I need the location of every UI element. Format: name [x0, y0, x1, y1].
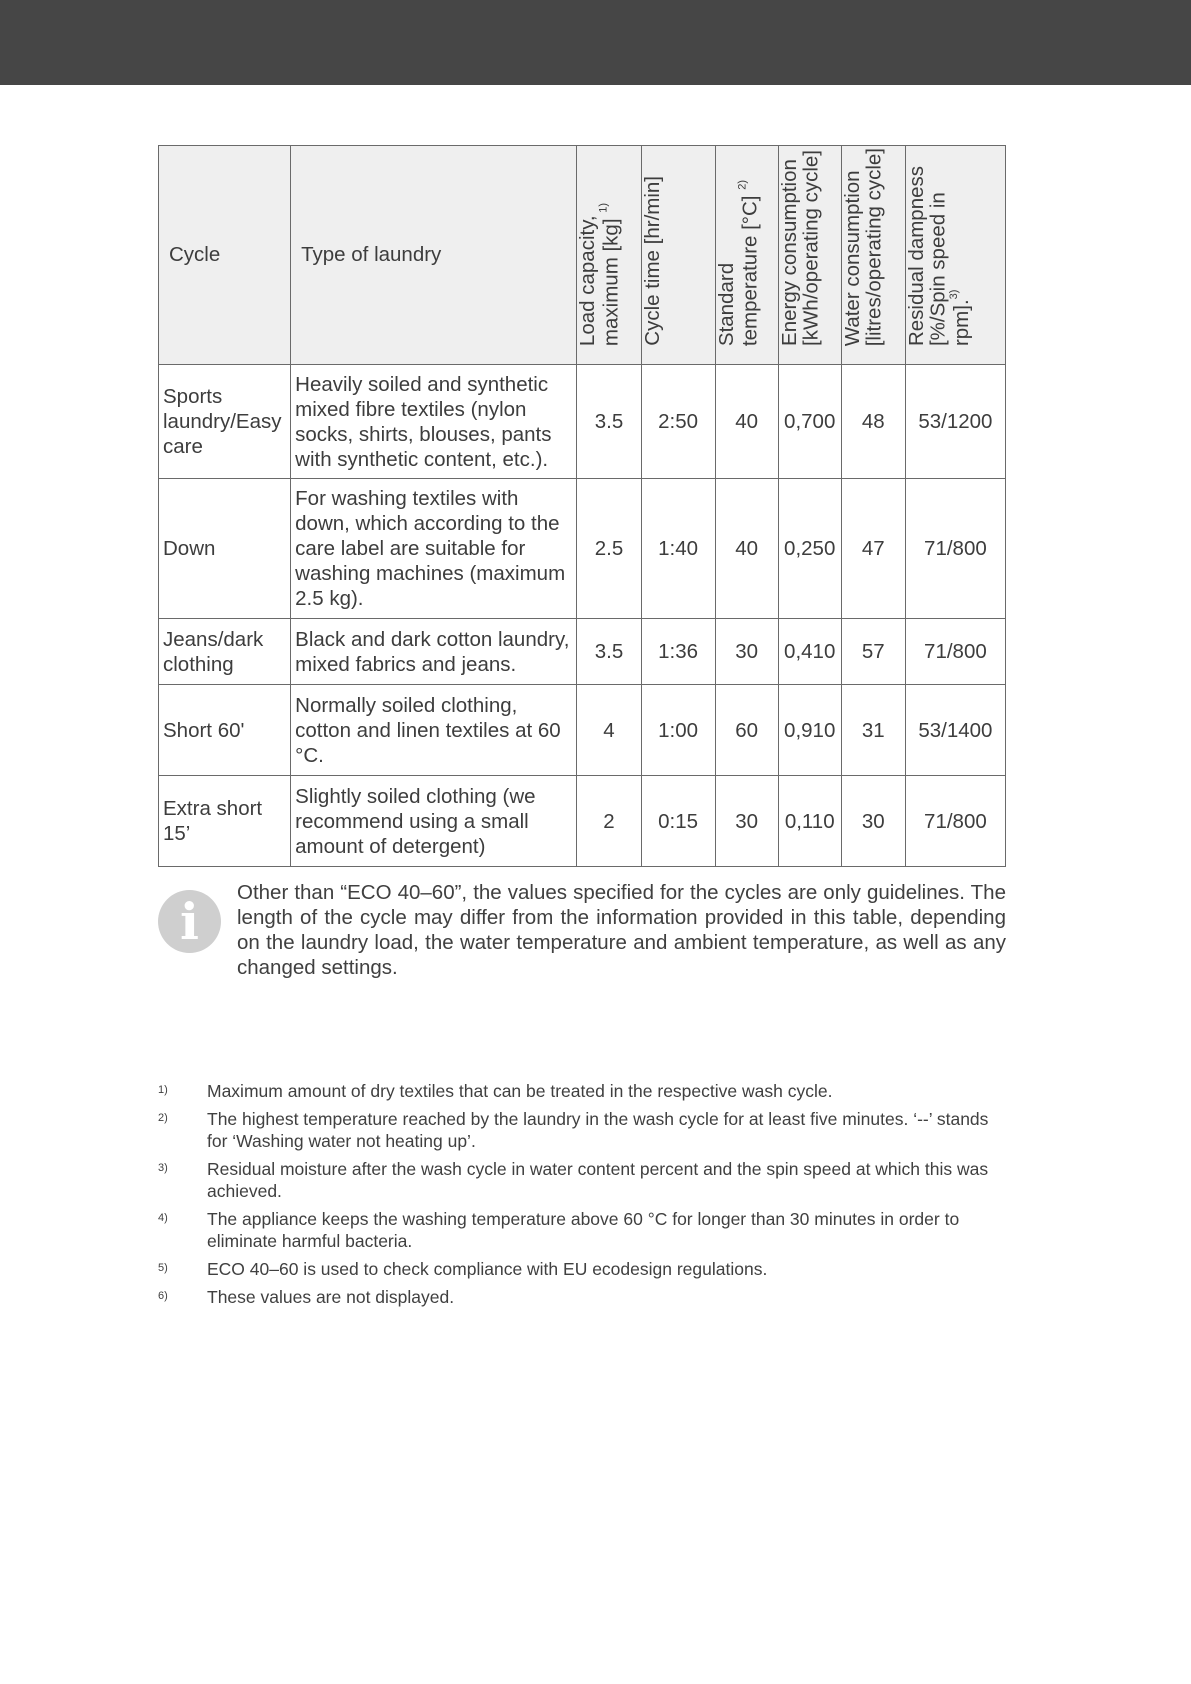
- cell-load: 3.5: [577, 619, 641, 685]
- footnote-number: 2): [158, 1112, 168, 1124]
- cell-cycle: Sports laundry/Easy care: [159, 365, 291, 479]
- cell-water: 31: [841, 685, 905, 776]
- cell-time: 1:36: [641, 619, 715, 685]
- cell-water: 47: [841, 479, 905, 619]
- footnote-number: 5): [158, 1262, 168, 1274]
- footnote-number: 6): [158, 1290, 168, 1302]
- cell-load: 3.5: [577, 365, 641, 479]
- cell-temperature: 60: [715, 685, 778, 776]
- cell-laundry: Slightly soiled clothing (we recommend using a small amount of detergent): [291, 776, 577, 867]
- header-water: Water consumption [litres/operating cycle]: [841, 146, 905, 365]
- info-icon: i: [158, 890, 221, 953]
- cell-load: 2.5: [577, 479, 641, 619]
- footnote-text: The appliance keeps the washing temperature above 60 °C for longer than 30 minutes in order to eliminate harmful bacteria.: [207, 1209, 960, 1251]
- cell-dampness: 53/1400: [905, 685, 1005, 776]
- cell-dampness: 53/1200: [905, 365, 1005, 479]
- footnote-item: [158, 1286, 1008, 1308]
- header-cycle: Cycle: [159, 146, 291, 365]
- cell-time: 0:15: [641, 776, 715, 867]
- footnote-item: [158, 1080, 1008, 1102]
- table-row: [159, 776, 1006, 867]
- cell-cycle: Down: [159, 479, 291, 619]
- footnote-number: 3): [158, 1162, 168, 1174]
- header-dampness: Residual dampness [%/Spin speed in rpm].$^{3)}$: [905, 146, 1005, 365]
- cell-laundry: Normally soiled clothing, cotton and linen textiles at 60 °C.: [291, 685, 577, 776]
- cell-energy: 0,250: [778, 479, 841, 619]
- cell-temperature: 30: [715, 776, 778, 867]
- footnotes: [158, 1080, 1008, 1314]
- footnote-item: [158, 1208, 1008, 1252]
- cell-load: 4: [577, 685, 641, 776]
- cycle-table: [158, 145, 1006, 867]
- header-band: [0, 0, 1191, 85]
- cell-water: 30: [841, 776, 905, 867]
- cell-temperature: 40: [715, 479, 778, 619]
- header-energy: Energy consumption [kWh/operating cycle]: [778, 146, 841, 365]
- footnote-text: ECO 40–60 is used to check compliance with EU ecodesign regulations.: [207, 1259, 768, 1279]
- footnote-item: [158, 1258, 1008, 1280]
- cell-temperature: 40: [715, 365, 778, 479]
- cell-laundry: Black and dark cotton laundry, mixed fabrics and jeans.: [291, 619, 577, 685]
- cell-dampness: 71/800: [905, 479, 1005, 619]
- table-row: [159, 619, 1006, 685]
- footnote-text: The highest temperature reached by the laundry in the wash cycle for at least five minutes. ‘--’ stands for ‘Washing water not heating up’.: [207, 1109, 989, 1151]
- cell-cycle: Jeans/dark clothing: [159, 619, 291, 685]
- footnote-number: 4): [158, 1212, 168, 1224]
- cell-water: 57: [841, 619, 905, 685]
- cell-time: 1:00: [641, 685, 715, 776]
- cell-cycle: Short 60': [159, 685, 291, 776]
- cell-time: 2:50: [641, 365, 715, 479]
- cell-cycle: Extra short 15’: [159, 776, 291, 867]
- header-time: Cycle time [hr/min]: [641, 146, 715, 365]
- footnote-item: [158, 1158, 1008, 1202]
- cell-laundry: Heavily soiled and synthetic mixed fibre textiles (nylon socks, shirts, blouses, pants with synthetic content, etc.).: [291, 365, 577, 479]
- table-row: [159, 365, 1006, 479]
- table-header-row: [159, 146, 1006, 365]
- footnote-number: 1): [158, 1084, 168, 1096]
- table-row: [159, 479, 1006, 619]
- cell-dampness: 71/800: [905, 776, 1005, 867]
- cell-energy: 0,110: [778, 776, 841, 867]
- cell-water: 48: [841, 365, 905, 479]
- cell-dampness: 71/800: [905, 619, 1005, 685]
- cell-energy: 0,910: [778, 685, 841, 776]
- cell-temperature: 30: [715, 619, 778, 685]
- footnote-text: Maximum amount of dry textiles that can be treated in the respective wash cycle.: [207, 1081, 833, 1101]
- footnote-item: [158, 1108, 1008, 1152]
- footnote-text: Residual moisture after the wash cycle in water content percent and the spin speed at which this was achieved.: [207, 1159, 989, 1201]
- cell-energy: 0,410: [778, 619, 841, 685]
- table-row: [159, 685, 1006, 776]
- footnote-text: These values are not displayed.: [207, 1287, 455, 1307]
- header-laundry: Type of laundry: [291, 146, 577, 365]
- cell-laundry: For washing textiles with down, which according to the care label are suitable for washing machines (maximum 2.5 kg).: [291, 479, 577, 619]
- cell-energy: 0,700: [778, 365, 841, 479]
- header-temperature: Standard temperature [°C] $^{2)}$: [715, 146, 778, 365]
- cell-load: 2: [577, 776, 641, 867]
- header-load: Load capacity, maximum [kg] $^{1)}$: [577, 146, 641, 365]
- info-note: Other than “ECO 40–60”, the values specified for the cycles are only guidelines. The length of the cycle may differ from the information provided in this table, depending on the laundry load, the water temperature and ambient temperature, as well as any changed settings.: [237, 881, 1006, 979]
- cell-time: 1:40: [641, 479, 715, 619]
